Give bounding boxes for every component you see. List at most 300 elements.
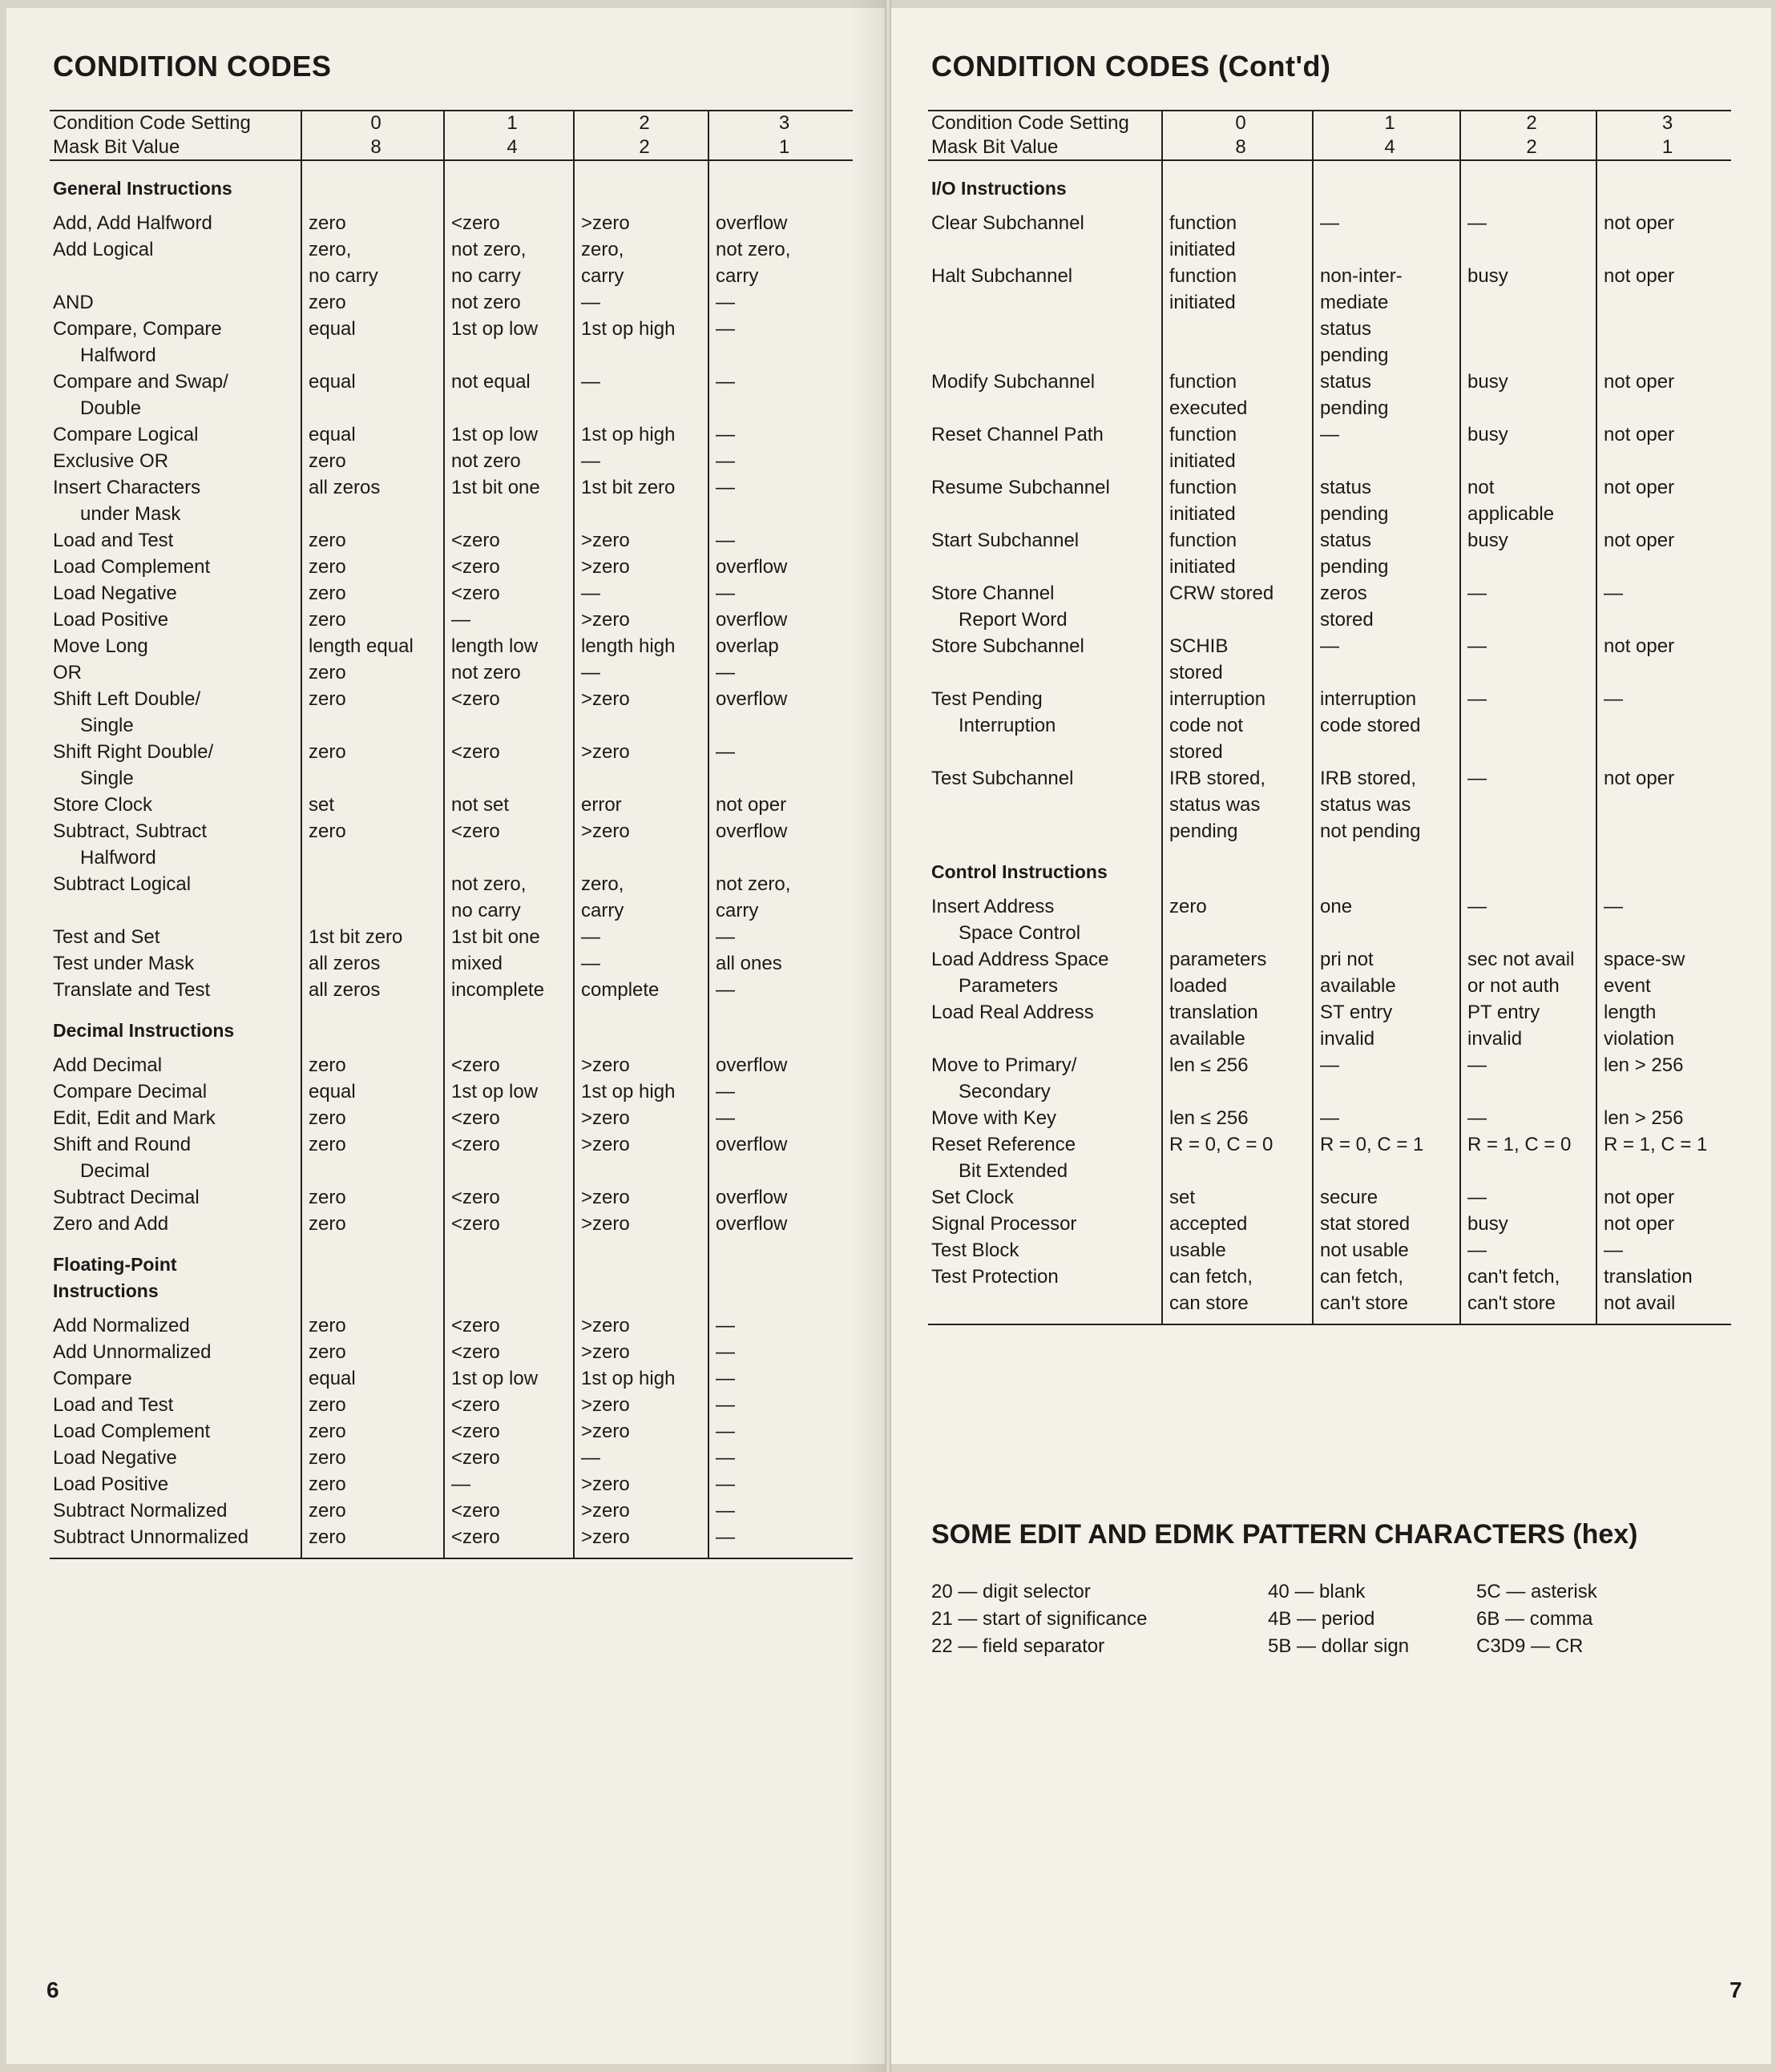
mask-label: Mask Bit Value [928, 135, 1162, 160]
table-row [50, 527, 853, 554]
result-line: zero, [581, 873, 624, 895]
result-line: — [716, 530, 735, 551]
table-row [928, 1184, 1731, 1211]
section-row [50, 160, 853, 210]
condition-result-cc0 [301, 316, 444, 369]
result-line: carry [581, 900, 624, 921]
instruction-name-line: Test Protection [931, 1266, 1059, 1288]
result-line: >zero [581, 1421, 630, 1442]
result-line: R = 0, C = 1 [1320, 1134, 1424, 1155]
empty-cell [708, 1003, 853, 1052]
edmk-entry: 5C — asterisk [1476, 1581, 1597, 1602]
table-row [50, 607, 853, 633]
condition-result-cc3 [1596, 946, 1731, 999]
result-line: not zero [451, 450, 521, 472]
result-line: zero [309, 1315, 346, 1336]
condition-result-cc1 [444, 924, 574, 950]
condition-result-cc3 [708, 977, 853, 1003]
condition-result-cc3 [708, 316, 853, 369]
result-line: R = 1, C = 1 [1604, 1134, 1708, 1155]
condition-result-cc3 [708, 792, 853, 818]
condition-result-cc3 [708, 289, 853, 316]
result-line: translation [1169, 1002, 1258, 1023]
condition-result-cc0 [1162, 999, 1313, 1052]
condition-result-cc1 [1313, 1264, 1460, 1316]
table-row [50, 448, 853, 474]
instruction-name-line: OR [53, 662, 82, 683]
result-line: status [1320, 371, 1372, 393]
result-line: overflow [716, 1187, 788, 1208]
result-line: available [1320, 975, 1396, 997]
section-title [50, 160, 301, 210]
condition-result-cc2 [1460, 765, 1596, 845]
condition-result-cc0 [301, 1524, 444, 1550]
edmk-entry: 6B — comma [1476, 1608, 1593, 1630]
result-line: >zero [581, 820, 630, 842]
condition-result-cc1 [1313, 1237, 1460, 1264]
result-line: — [716, 926, 735, 948]
result-line: carry [581, 265, 624, 287]
condition-codes-table [50, 110, 853, 1559]
instruction-name [928, 633, 1162, 686]
instruction-name [50, 871, 301, 924]
table-row [50, 1445, 853, 1471]
result-line: zero [309, 1107, 346, 1129]
result-line: — [1604, 896, 1623, 917]
condition-result-cc2 [574, 1052, 708, 1078]
instruction-name-line: Signal Processor [931, 1213, 1077, 1235]
instruction-name [50, 659, 301, 686]
section-title-text: Floating-Point Instructions [53, 1254, 177, 1301]
result-line: — [716, 1447, 735, 1469]
result-line: — [1604, 582, 1623, 604]
edmk-title: SOME EDIT AND EDMK PATTERN CHARACTERS (hex) [931, 1519, 1638, 1550]
instruction-name-line: Load Positive [53, 609, 169, 631]
condition-result-cc2 [574, 1498, 708, 1524]
condition-result-cc3 [708, 1078, 853, 1105]
condition-result-cc0 [301, 739, 444, 792]
condition-result-cc2 [574, 1392, 708, 1418]
condition-result-cc2 [574, 633, 708, 659]
empty-cell [574, 1237, 708, 1312]
result-line: — [716, 292, 735, 313]
instruction-name [928, 893, 1162, 946]
result-line: equal [309, 318, 356, 340]
condition-result-cc1 [1313, 580, 1460, 633]
result-line: IRB stored, [1320, 768, 1417, 789]
condition-result-cc1 [444, 1498, 574, 1524]
result-line: — [581, 450, 600, 472]
instruction-name [928, 580, 1162, 633]
result-line: set [1169, 1187, 1196, 1208]
empty-cell [301, 160, 444, 210]
result-line: no carry [451, 265, 521, 287]
condition-result-cc0 [301, 1365, 444, 1392]
result-line: carry [716, 265, 759, 287]
condition-result-cc1 [444, 369, 574, 421]
result-line: length equal [309, 635, 414, 657]
condition-result-cc2 [574, 686, 708, 739]
result-line: — [1467, 1107, 1487, 1129]
result-line: function [1169, 371, 1237, 393]
condition-result-cc2 [574, 1131, 708, 1184]
condition-result-cc3 [1596, 527, 1731, 580]
instruction-name-line: Decimal [80, 1160, 150, 1182]
condition-result-cc0 [1162, 421, 1313, 474]
result-line: zero, [309, 239, 352, 260]
condition-result-cc0 [301, 527, 444, 554]
result-line: — [716, 582, 735, 604]
empty-cell [1162, 845, 1313, 893]
condition-result-cc1 [444, 1418, 574, 1445]
instruction-name [928, 999, 1162, 1052]
result-line: stored [1169, 662, 1223, 683]
condition-result-cc1 [444, 818, 574, 871]
condition-result-cc0 [301, 554, 444, 580]
empty-cell [444, 1003, 574, 1052]
condition-result-cc2 [574, 474, 708, 527]
instruction-name [50, 1365, 301, 1392]
result-line: — [716, 979, 735, 1001]
instruction-name [50, 1524, 301, 1550]
condition-result-cc3 [1596, 1184, 1731, 1211]
result-line: 1st op low [451, 1368, 539, 1389]
result-line: — [716, 371, 735, 393]
instruction-name-line: Store Channel [931, 582, 1055, 604]
condition-result-cc2 [1460, 210, 1596, 263]
result-line: <zero [451, 1447, 500, 1469]
condition-result-cc3 [708, 818, 853, 871]
result-line: 1st op high [581, 318, 676, 340]
result-line: SCHIB [1169, 635, 1229, 657]
condition-result-cc0 [1162, 1264, 1313, 1316]
result-line: incomplete [451, 979, 545, 1001]
result-line: <zero [451, 1394, 500, 1416]
result-line: function [1169, 265, 1237, 287]
instruction-name-line: Interruption [959, 715, 1056, 736]
condition-result-cc1 [444, 1078, 574, 1105]
result-line: status was [1169, 794, 1261, 816]
result-line: — [716, 318, 735, 340]
instruction-name-line: Insert Characters [53, 477, 201, 498]
condition-result-cc1 [444, 236, 574, 289]
result-line: all zeros [309, 953, 381, 974]
result-line: >zero [581, 530, 630, 551]
result-line: zero [309, 1213, 346, 1235]
condition-result-cc2 [574, 580, 708, 607]
condition-result-cc2 [1460, 580, 1596, 633]
empty-cell [301, 1237, 444, 1312]
section-row [50, 1003, 853, 1052]
edmk-column-3 [1476, 1578, 1597, 1660]
condition-result-cc2 [1460, 1237, 1596, 1264]
table-row [50, 633, 853, 659]
result-line: <zero [451, 530, 500, 551]
instruction-name-line: Parameters [959, 975, 1059, 997]
result-line: can't fetch, [1467, 1266, 1560, 1288]
instruction-name-line: Shift Right Double/ [53, 741, 214, 763]
condition-result-cc0 [301, 448, 444, 474]
table-row [928, 1052, 1731, 1105]
table-row [50, 1418, 853, 1445]
condition-result-cc3 [708, 1131, 853, 1184]
instruction-name-line: Subtract Normalized [53, 1500, 228, 1522]
table-row [928, 946, 1731, 999]
result-line: interruption [1320, 688, 1417, 710]
result-line: ST entry [1320, 1002, 1393, 1023]
condition-result-cc1 [444, 554, 574, 580]
result-line: status was [1320, 794, 1411, 816]
result-line: stat stored [1320, 1213, 1411, 1235]
condition-result-cc3 [708, 210, 853, 236]
result-line: PT entry [1467, 1002, 1540, 1023]
condition-result-cc1 [444, 448, 574, 474]
table-row [50, 1078, 853, 1105]
condition-result-cc2 [574, 1445, 708, 1471]
result-line: busy [1467, 424, 1508, 445]
right-page [891, 8, 1771, 2064]
result-line: <zero [451, 1107, 500, 1129]
empty-cell [574, 1003, 708, 1052]
instruction-name [50, 554, 301, 580]
result-line: one [1320, 896, 1353, 917]
instruction-name [928, 946, 1162, 999]
condition-result-cc0 [301, 289, 444, 316]
result-line: overlap [716, 635, 779, 657]
header-row-setting [50, 111, 853, 135]
instruction-name-line: Test and Set [53, 926, 160, 948]
result-line: — [581, 662, 600, 683]
result-line: busy [1467, 530, 1508, 551]
instruction-name [928, 421, 1162, 474]
condition-result-cc1 [444, 1524, 574, 1550]
condition-result-cc3 [708, 1105, 853, 1131]
condition-result-cc2 [574, 1339, 708, 1365]
section-title-text: I/O Instructions [931, 178, 1067, 199]
result-line: equal [309, 371, 356, 393]
result-line: 1st bit zero [309, 926, 403, 948]
condition-result-cc0 [1162, 1052, 1313, 1105]
page-title: CONDITION CODES [53, 50, 332, 83]
condition-result-cc0 [301, 580, 444, 607]
left-page [6, 8, 885, 2064]
condition-result-cc3 [1596, 369, 1731, 421]
instruction-name-line: Shift Left Double/ [53, 688, 201, 710]
instruction-name [928, 1131, 1162, 1184]
table-row [50, 554, 853, 580]
instruction-name [50, 210, 301, 236]
result-line: not [1467, 477, 1495, 498]
instruction-name [50, 1445, 301, 1471]
table-row [928, 999, 1731, 1052]
condition-result-cc0 [301, 818, 444, 871]
condition-result-cc1 [444, 1339, 574, 1365]
instruction-name [50, 448, 301, 474]
result-line: >zero [581, 556, 630, 578]
empty-cell [708, 160, 853, 210]
result-line: 1st op high [581, 1368, 676, 1389]
result-line: — [581, 1447, 600, 1469]
condition-result-cc3 [708, 686, 853, 739]
result-line: equal [309, 1368, 356, 1389]
condition-result-cc1 [444, 421, 574, 448]
instruction-name-line: Double [80, 397, 142, 419]
condition-result-cc2 [574, 554, 708, 580]
result-line: zero [309, 1526, 346, 1548]
instruction-name-line: Load Real Address [931, 1002, 1094, 1023]
condition-result-cc1 [444, 580, 574, 607]
result-line: — [716, 741, 735, 763]
condition-result-cc2 [1460, 1184, 1596, 1211]
result-line: zero, [581, 239, 624, 260]
result-line: busy [1467, 371, 1508, 393]
table-row [50, 369, 853, 421]
condition-result-cc3 [1596, 263, 1731, 369]
result-line: not oper [1604, 635, 1675, 657]
section-row [928, 845, 1731, 893]
empty-cell [708, 1237, 853, 1312]
condition-result-cc2 [574, 527, 708, 554]
condition-result-cc3 [708, 1052, 853, 1078]
result-line: zero [309, 1394, 346, 1416]
condition-result-cc0 [1162, 765, 1313, 845]
header-row-setting [928, 111, 1731, 135]
condition-result-cc1 [1313, 893, 1460, 946]
table-row [928, 210, 1731, 263]
result-line: not equal [451, 371, 531, 393]
section-title [50, 1003, 301, 1052]
table-row [50, 1131, 853, 1184]
result-line: — [716, 1107, 735, 1129]
result-line: not zero, [451, 239, 527, 260]
result-line: translation [1604, 1266, 1693, 1288]
result-line: — [451, 1473, 470, 1495]
result-line: zero [309, 1341, 346, 1363]
instruction-name [50, 236, 301, 289]
condition-result-cc3 [1596, 580, 1731, 633]
result-line: <zero [451, 1134, 500, 1155]
instruction-name [50, 686, 301, 739]
condition-result-cc1 [444, 210, 574, 236]
instruction-name-line: Load Positive [53, 1473, 169, 1495]
result-line: zero [309, 1187, 346, 1208]
result-line: sec not avail [1467, 949, 1575, 970]
result-line: length high [581, 635, 676, 657]
result-line: accepted [1169, 1213, 1248, 1235]
mask-bit-value: 1 [708, 135, 853, 160]
condition-result-cc0 [301, 950, 444, 977]
edmk-entry: 21 — start of significance [931, 1608, 1148, 1630]
condition-result-cc3 [1596, 686, 1731, 765]
condition-result-cc3 [708, 950, 853, 977]
result-line: <zero [451, 688, 500, 710]
result-line: len > 256 [1604, 1107, 1684, 1129]
table-row [50, 580, 853, 607]
result-line: >zero [581, 1107, 630, 1129]
condition-result-cc2 [1460, 474, 1596, 527]
condition-result-cc0 [1162, 686, 1313, 765]
instruction-name-line: Test Pending [931, 688, 1043, 710]
result-line: — [1467, 688, 1487, 710]
result-line: not usable [1320, 1240, 1409, 1261]
condition-result-cc1 [444, 1392, 574, 1418]
instruction-name [50, 1078, 301, 1105]
condition-result-cc1 [1313, 686, 1460, 765]
condition-result-cc3 [708, 633, 853, 659]
condition-result-cc1 [1313, 765, 1460, 845]
condition-result-cc3 [708, 1498, 853, 1524]
result-line: not oper [1604, 212, 1675, 234]
condition-result-cc3 [708, 554, 853, 580]
condition-result-cc0 [1162, 210, 1313, 263]
result-line: — [1467, 896, 1487, 917]
section-title-text: Control Instructions [931, 861, 1108, 882]
condition-result-cc2 [574, 1078, 708, 1105]
result-line: pending [1320, 556, 1389, 578]
condition-result-cc2 [1460, 686, 1596, 765]
result-line: not zero, [451, 873, 527, 895]
instruction-name [50, 421, 301, 448]
condition-result-cc2 [1460, 1131, 1596, 1184]
condition-result-cc0 [301, 633, 444, 659]
result-line: function [1169, 212, 1237, 234]
table-row [50, 421, 853, 448]
page-number: 7 [1730, 1977, 1742, 2002]
result-line: or not auth [1467, 975, 1560, 997]
condition-result-cc0 [1162, 369, 1313, 421]
result-line: — [716, 424, 735, 445]
section-row [50, 1237, 853, 1312]
result-line: event [1604, 975, 1651, 997]
result-line: busy [1467, 265, 1508, 287]
result-line: — [1320, 424, 1339, 445]
instruction-name-line: Start Subchannel [931, 530, 1080, 551]
instruction-name [50, 1312, 301, 1339]
result-line: function [1169, 530, 1237, 551]
result-line: zero [309, 1500, 346, 1522]
section-title [928, 160, 1162, 210]
empty-cell [1162, 1316, 1313, 1324]
instruction-name [50, 739, 301, 792]
condition-result-cc3 [708, 1418, 853, 1445]
result-line: executed [1169, 397, 1248, 419]
edmk-entry: 22 — field separator [931, 1635, 1105, 1657]
result-line: code stored [1320, 715, 1421, 736]
edmk-entry: 5B — dollar sign [1268, 1635, 1410, 1657]
condition-result-cc3 [1596, 474, 1731, 527]
table-row [928, 1237, 1731, 1264]
instruction-name [928, 263, 1162, 369]
result-line: zero [309, 582, 346, 604]
instruction-name-line: Compare, Compare [53, 318, 222, 340]
result-line: len ≤ 256 [1169, 1054, 1249, 1076]
instruction-name-line: Halt Subchannel [931, 265, 1073, 287]
condition-result-cc3 [708, 1312, 853, 1339]
empty-cell [1596, 845, 1731, 893]
result-line: initiated [1169, 503, 1236, 525]
table-row [50, 659, 853, 686]
empty-cell [1313, 160, 1460, 210]
instruction-name-line: Test under Mask [53, 953, 195, 974]
mask-bit-value: 8 [1162, 135, 1313, 160]
result-line: zero [309, 1421, 346, 1442]
mask-bit-value: 2 [1460, 135, 1596, 160]
condition-result-cc1 [444, 739, 574, 792]
instruction-name [50, 1418, 301, 1445]
condition-result-cc1 [444, 792, 574, 818]
table-row [928, 421, 1731, 474]
condition-result-cc1 [444, 1211, 574, 1237]
